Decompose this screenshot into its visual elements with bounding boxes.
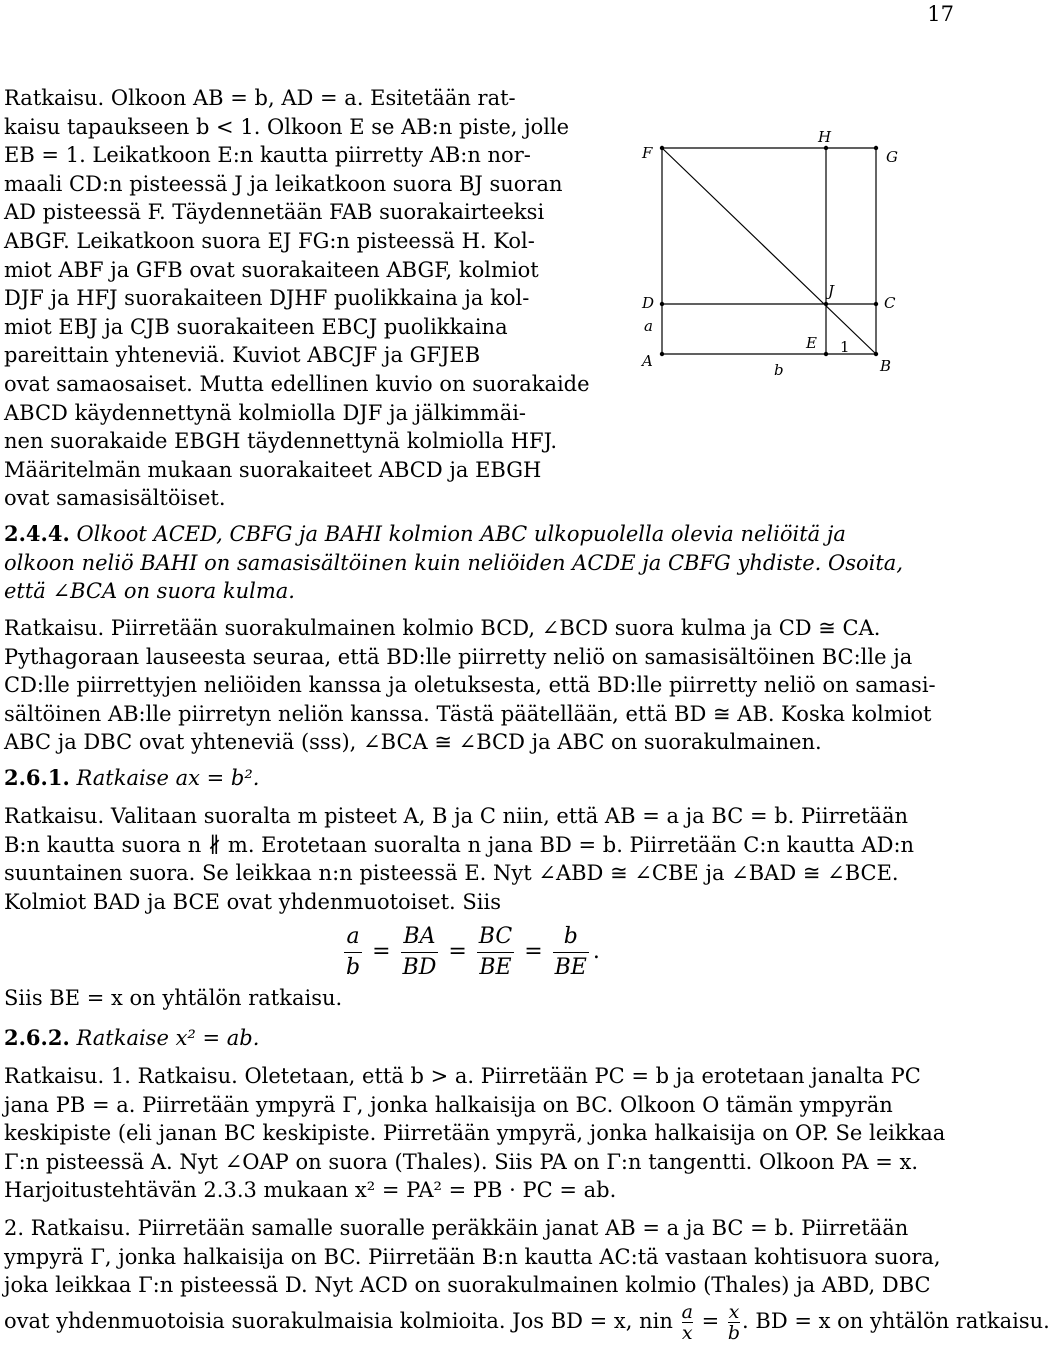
exercise-number: 2.6.2. xyxy=(4,1025,70,1050)
solution-line: Siis BE = x on yhtälön ratkaisu. xyxy=(4,986,343,1010)
text-line: ovat samasisältöiset. xyxy=(4,486,226,511)
label-b: B xyxy=(880,357,892,375)
equals-sign: = xyxy=(372,939,391,965)
solution-line: ABC ja DBC ovat yhteneviä (sss), ∠BCA ≅ ∠BCD ja ABC on suorakulmainen. xyxy=(4,730,822,755)
label-b-length: b xyxy=(774,361,784,379)
fraction-bc-over-be: $\frac{BC}{BE}$ xyxy=(478,924,513,980)
exercise-number: 2.6.1. xyxy=(4,765,70,790)
text-line: Ratkaisu. Olkoon AB = b, AD = a. Esitetään rat- xyxy=(4,86,516,110)
exercise-number: 2.4.4. xyxy=(4,521,70,546)
text-line: EB = 1. Leikatkoon E:n kautta piirretty AB:n nor- xyxy=(4,143,531,168)
solution-line: suuntainen suora. Se leikkaa n:n pisteessä E. Nyt ∠ABD ≅ ∠CBE ja ∠BAD ≅ ∠BCE. xyxy=(4,861,899,886)
text-line: ABCD käydennettynä kolmiolla DJF ja jälkimmäi- xyxy=(4,400,527,425)
fraction-a-over-x: $\frac{a}{x}$ xyxy=(681,1300,693,1344)
solution-line: keskipiste (eli janan BC keskipiste. Piirretään ympyrä, jonka halkaisija on OP. Se leikkaa xyxy=(4,1121,946,1146)
exercise-2-6-1-conclusion xyxy=(4,984,956,1013)
label-a-length: a xyxy=(644,317,653,335)
exercise-2-6-1 xyxy=(4,764,956,793)
solution-line: Γ:n pisteessä A. Nyt ∠OAP on suora (Thales). Siis PA on Γ:n tangentti. Olkoon PA = x. xyxy=(4,1149,919,1174)
label-c: C xyxy=(884,294,896,312)
text-line: Määritelmän mukaan suorakaiteet ABCD ja EBGH xyxy=(4,457,542,482)
period: . xyxy=(592,939,600,965)
fraction-x-over-b: $\frac{x}{b}$ xyxy=(727,1300,741,1344)
solution-line: CD:lle piirrettyjen neliöiden kanssa ja oletuksesta, että BD:lle piirretty neliö on samasi- xyxy=(4,673,936,698)
label-g: G xyxy=(886,148,898,166)
exercise-2-4-4-solution xyxy=(4,614,956,757)
point-f xyxy=(660,146,664,150)
point-e xyxy=(824,352,828,356)
solution-line: B:n kautta suora n ∦ m. Erotetaan suoralta n jana BD = b. Piirretään C:n kautta AD:n xyxy=(4,832,915,857)
text-line: ABGF. Leikatkoon suora EJ FG:n pisteessä H. Kol- xyxy=(4,228,535,253)
segment-fb xyxy=(662,148,876,354)
exercise-statement-line: olkoon neliö BAHI on samasisältöinen kuin neliöiden ACDE ja CBFG yhdiste. Osoita, xyxy=(4,550,904,575)
label-a: A xyxy=(642,352,653,370)
label-f: F xyxy=(642,144,653,162)
geometry-figure xyxy=(628,128,956,392)
fraction-a-over-b: $\frac{a}{b}$ xyxy=(346,924,361,980)
exercise-2-6-2 xyxy=(4,1024,956,1053)
label-e: E xyxy=(806,334,817,352)
exercise-2-6-2-solution-2 xyxy=(4,1214,1050,1344)
exercise-2-6-2-solution-1 xyxy=(4,1062,956,1205)
exercise-2-4-4 xyxy=(4,520,956,606)
text-line: DJF ja HFJ suorakaiteen DJHF puolikkaina ja kol- xyxy=(4,286,530,311)
text-line: miot ABF ja GFB ovat suorakaiteen ABGF, kolmiot xyxy=(4,257,539,282)
solution-line: Harjoitustehtävän 2.3.3 mukaan x² = PA² = PB · PC = ab. xyxy=(4,1178,617,1203)
solution-line: jana PB = a. Piirretään ympyrä Γ, jonka halkaisija on BC. Olkoon O tämän ympyrän xyxy=(4,1092,893,1117)
solution-text-left-column xyxy=(4,84,590,513)
fraction-b-over-be: $\frac{b}{BE}$ xyxy=(554,924,587,980)
exercise-task: Ratkaise ax = b². xyxy=(76,766,260,790)
point-d xyxy=(660,302,664,306)
equals-sign: = xyxy=(524,939,543,965)
exercise-2-6-1-solution xyxy=(4,802,956,916)
solution-line: Pythagoraan lauseesta seuraa, että BD:lle piirretty neliö on samasisältöinen BC:lle ja xyxy=(4,644,913,669)
exercise-task: Ratkaise x² = ab. xyxy=(76,1026,260,1050)
solution-line: Ratkaisu. Valitaan suoralta m pisteet A, B ja C niin, että AB = a ja BC = b. Piirretään xyxy=(4,804,909,828)
point-a xyxy=(660,352,664,356)
text-line: kaisu tapaukseen b < 1. Olkoon E se AB:n piste, jolle xyxy=(4,114,570,139)
point-j xyxy=(824,302,828,306)
exercise-statement-line: Olkoot ACED, CBFG ja BAHI kolmion ABC ulkopuolella olevia neliöitä ja xyxy=(76,522,846,546)
text-line: maali CD:n pisteessä J ja leikatkoon suora BJ suoran xyxy=(4,171,563,196)
label-one-length: 1 xyxy=(840,338,850,356)
text-line: nen suorakaide EBGH täydennettynä kolmiolla HFJ. xyxy=(4,429,558,454)
solution-line: sältöinen AB:lle piirretyn neliön kanssa. Tästä päätellään, että BD ≅ AB. Koska kolmiot xyxy=(4,701,932,726)
solution-line: 2. Ratkaisu. Piirretään samalle suoralle peräkkäin janat AB = a ja BC = b. Piirretään xyxy=(4,1216,909,1240)
exercise-statement-line: että ∠BCA on suora kulma. xyxy=(4,579,295,604)
equals-sign: = xyxy=(448,939,467,965)
label-j: J xyxy=(828,282,835,300)
text-line: pareittain yhteneviä. Kuviot ABCJF ja GFJEB xyxy=(4,343,481,368)
label-d: D xyxy=(642,294,655,312)
text-line: AD pisteessä F. Täydennetään FAB suorakairteeksi xyxy=(4,200,545,225)
solution-line: Kolmiot BAD ja BCE ovat yhdenmuotoiset. Siis xyxy=(4,889,501,914)
page-number: 17 xyxy=(927,2,954,26)
point-g xyxy=(874,146,878,150)
solution-line: joka leikkaa Γ:n pisteessä D. Nyt ACD on suorakulmainen kolmio (Thales) ja ABD, DBC xyxy=(4,1273,931,1298)
solution-line: ympyrä Γ, jonka halkaisija on BC. Piirretään B:n kautta AC:tä vastaan kohtisuora suora, xyxy=(4,1244,941,1269)
label-h: H xyxy=(818,128,832,146)
text-line: ovat samaosaiset. Mutta edellinen kuvio on suorakaide xyxy=(4,371,590,396)
point-b xyxy=(874,352,878,356)
solution-line-start: ovat yhdenmuotoisia suorakulmaisia kolmioita. Jos BD = x, nin xyxy=(4,1308,673,1333)
solution-line: Ratkaisu. 1. Ratkaisu. Oletetaan, että b > a. Piirretään PC = b ja erotetaan janalta PC xyxy=(4,1064,921,1088)
solution-line: Ratkaisu. Piirretään suorakulmainen kolmio BCD, ∠BCD suora kulma ja CD ≅ CA. xyxy=(4,616,881,640)
equals-sign: = xyxy=(701,1308,720,1333)
fraction-ba-over-bd: $\frac{BA}{BD}$ xyxy=(402,924,437,980)
solution-line-end: . BD = x on yhtälön ratkaisu. xyxy=(742,1308,1050,1333)
text-line: miot EBJ ja CJB suorakaiteen EBCJ puolikkaina xyxy=(4,314,508,339)
proportion-equation xyxy=(340,922,600,983)
point-c xyxy=(874,302,878,306)
point-h xyxy=(824,146,828,150)
